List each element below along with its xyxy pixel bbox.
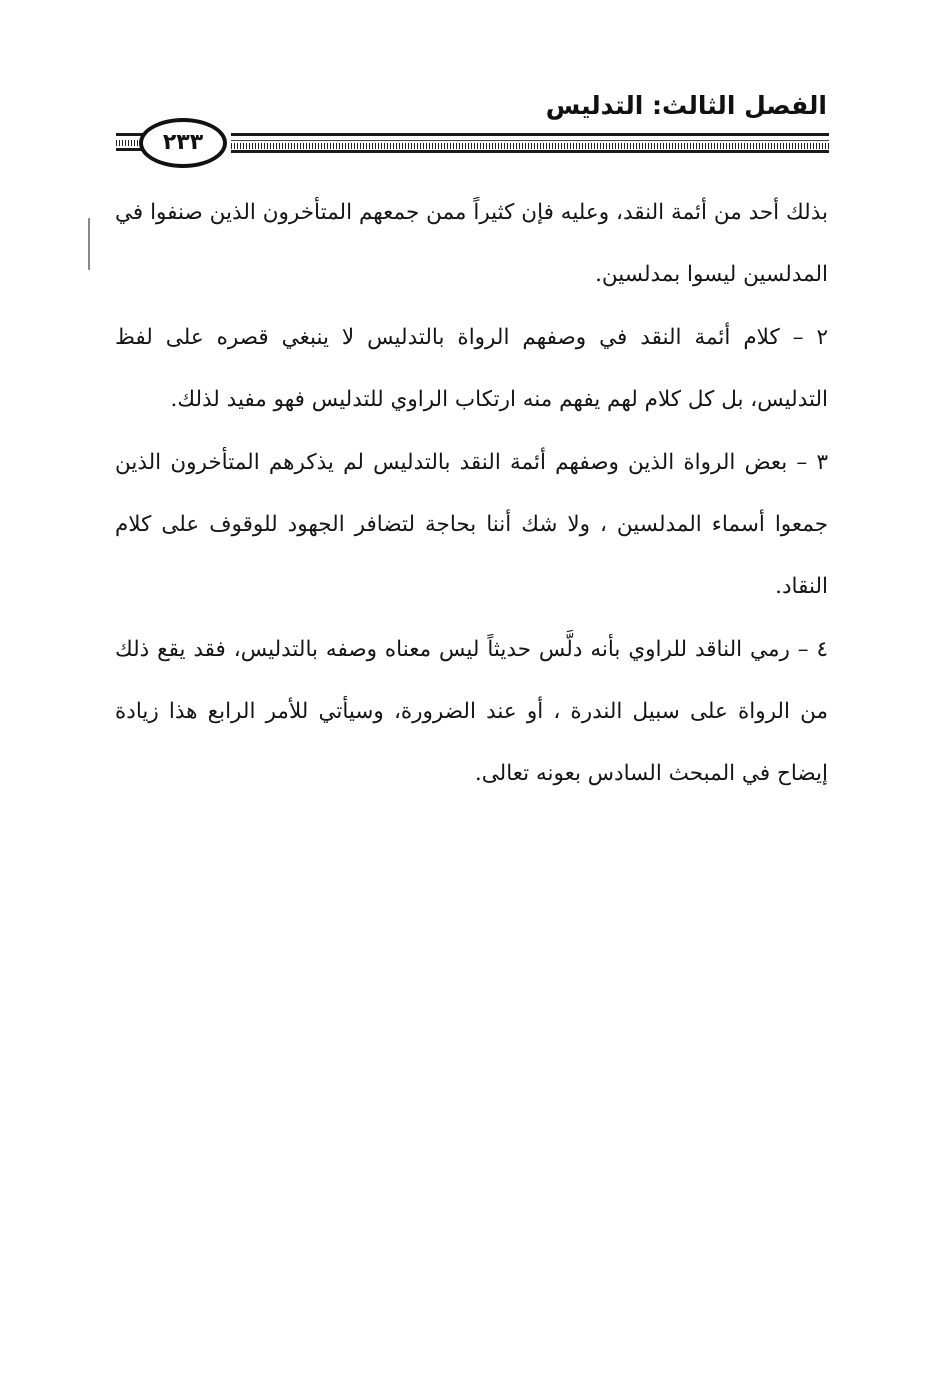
header-rule-left-top [116,133,143,136]
paragraph-1: بذلك أحد من أئمة النقد، وعليه فإن كثيراً ممن جمعهم المتأخرون الذين صنفوا في المدلسين ليسوا بمدلسين. [115,200,828,287]
header-rule-right-bottom [231,150,829,153]
header-rule-right-hatch [231,143,829,149]
chapter-title: الفصل الثالث: التدليس [545,91,827,120]
paragraph-2: ٢ – كلام أئمة النقد في وصفهم الرواة بالتدليس لا ينبغي قصره على لفظ التدليس، بل كل كلام لهم يفهم منه ارتكاب الراوي للتدليس فهو مفيد لذلك. [115,325,828,412]
paragraph-4: ٤ – رمي الناقد للراوي بأنه دلَّس حديثاً ليس معناه وصفه بالتدليس، فقد يقع ذلك من الرواة على سبيل الندرة ، أو عند الضرورة، وسيأتي للأمر الرابع هذا زيادة إيضاح في المبحث السادس بعونه تعالى. [115,637,828,786]
page-number-badge [139,118,227,168]
paragraph-3: ٣ – بعض الرواة الذين وصفهم أئمة النقد بالتدليس لم يذكرهم المتأخرون الذين جمعوا أسماء المدلسين ، ولا شك أننا بحاجة لتضافر الجهود للوقوف على كلام النقاد. [115,450,828,599]
margin-mark [88,218,90,270]
header-rule-left-bottom [116,148,143,151]
body-text [115,182,828,805]
header-rule-right-top [231,133,829,136]
page-number: ٢٣٣ [162,130,204,155]
header-rule-right-mid [231,140,829,141]
